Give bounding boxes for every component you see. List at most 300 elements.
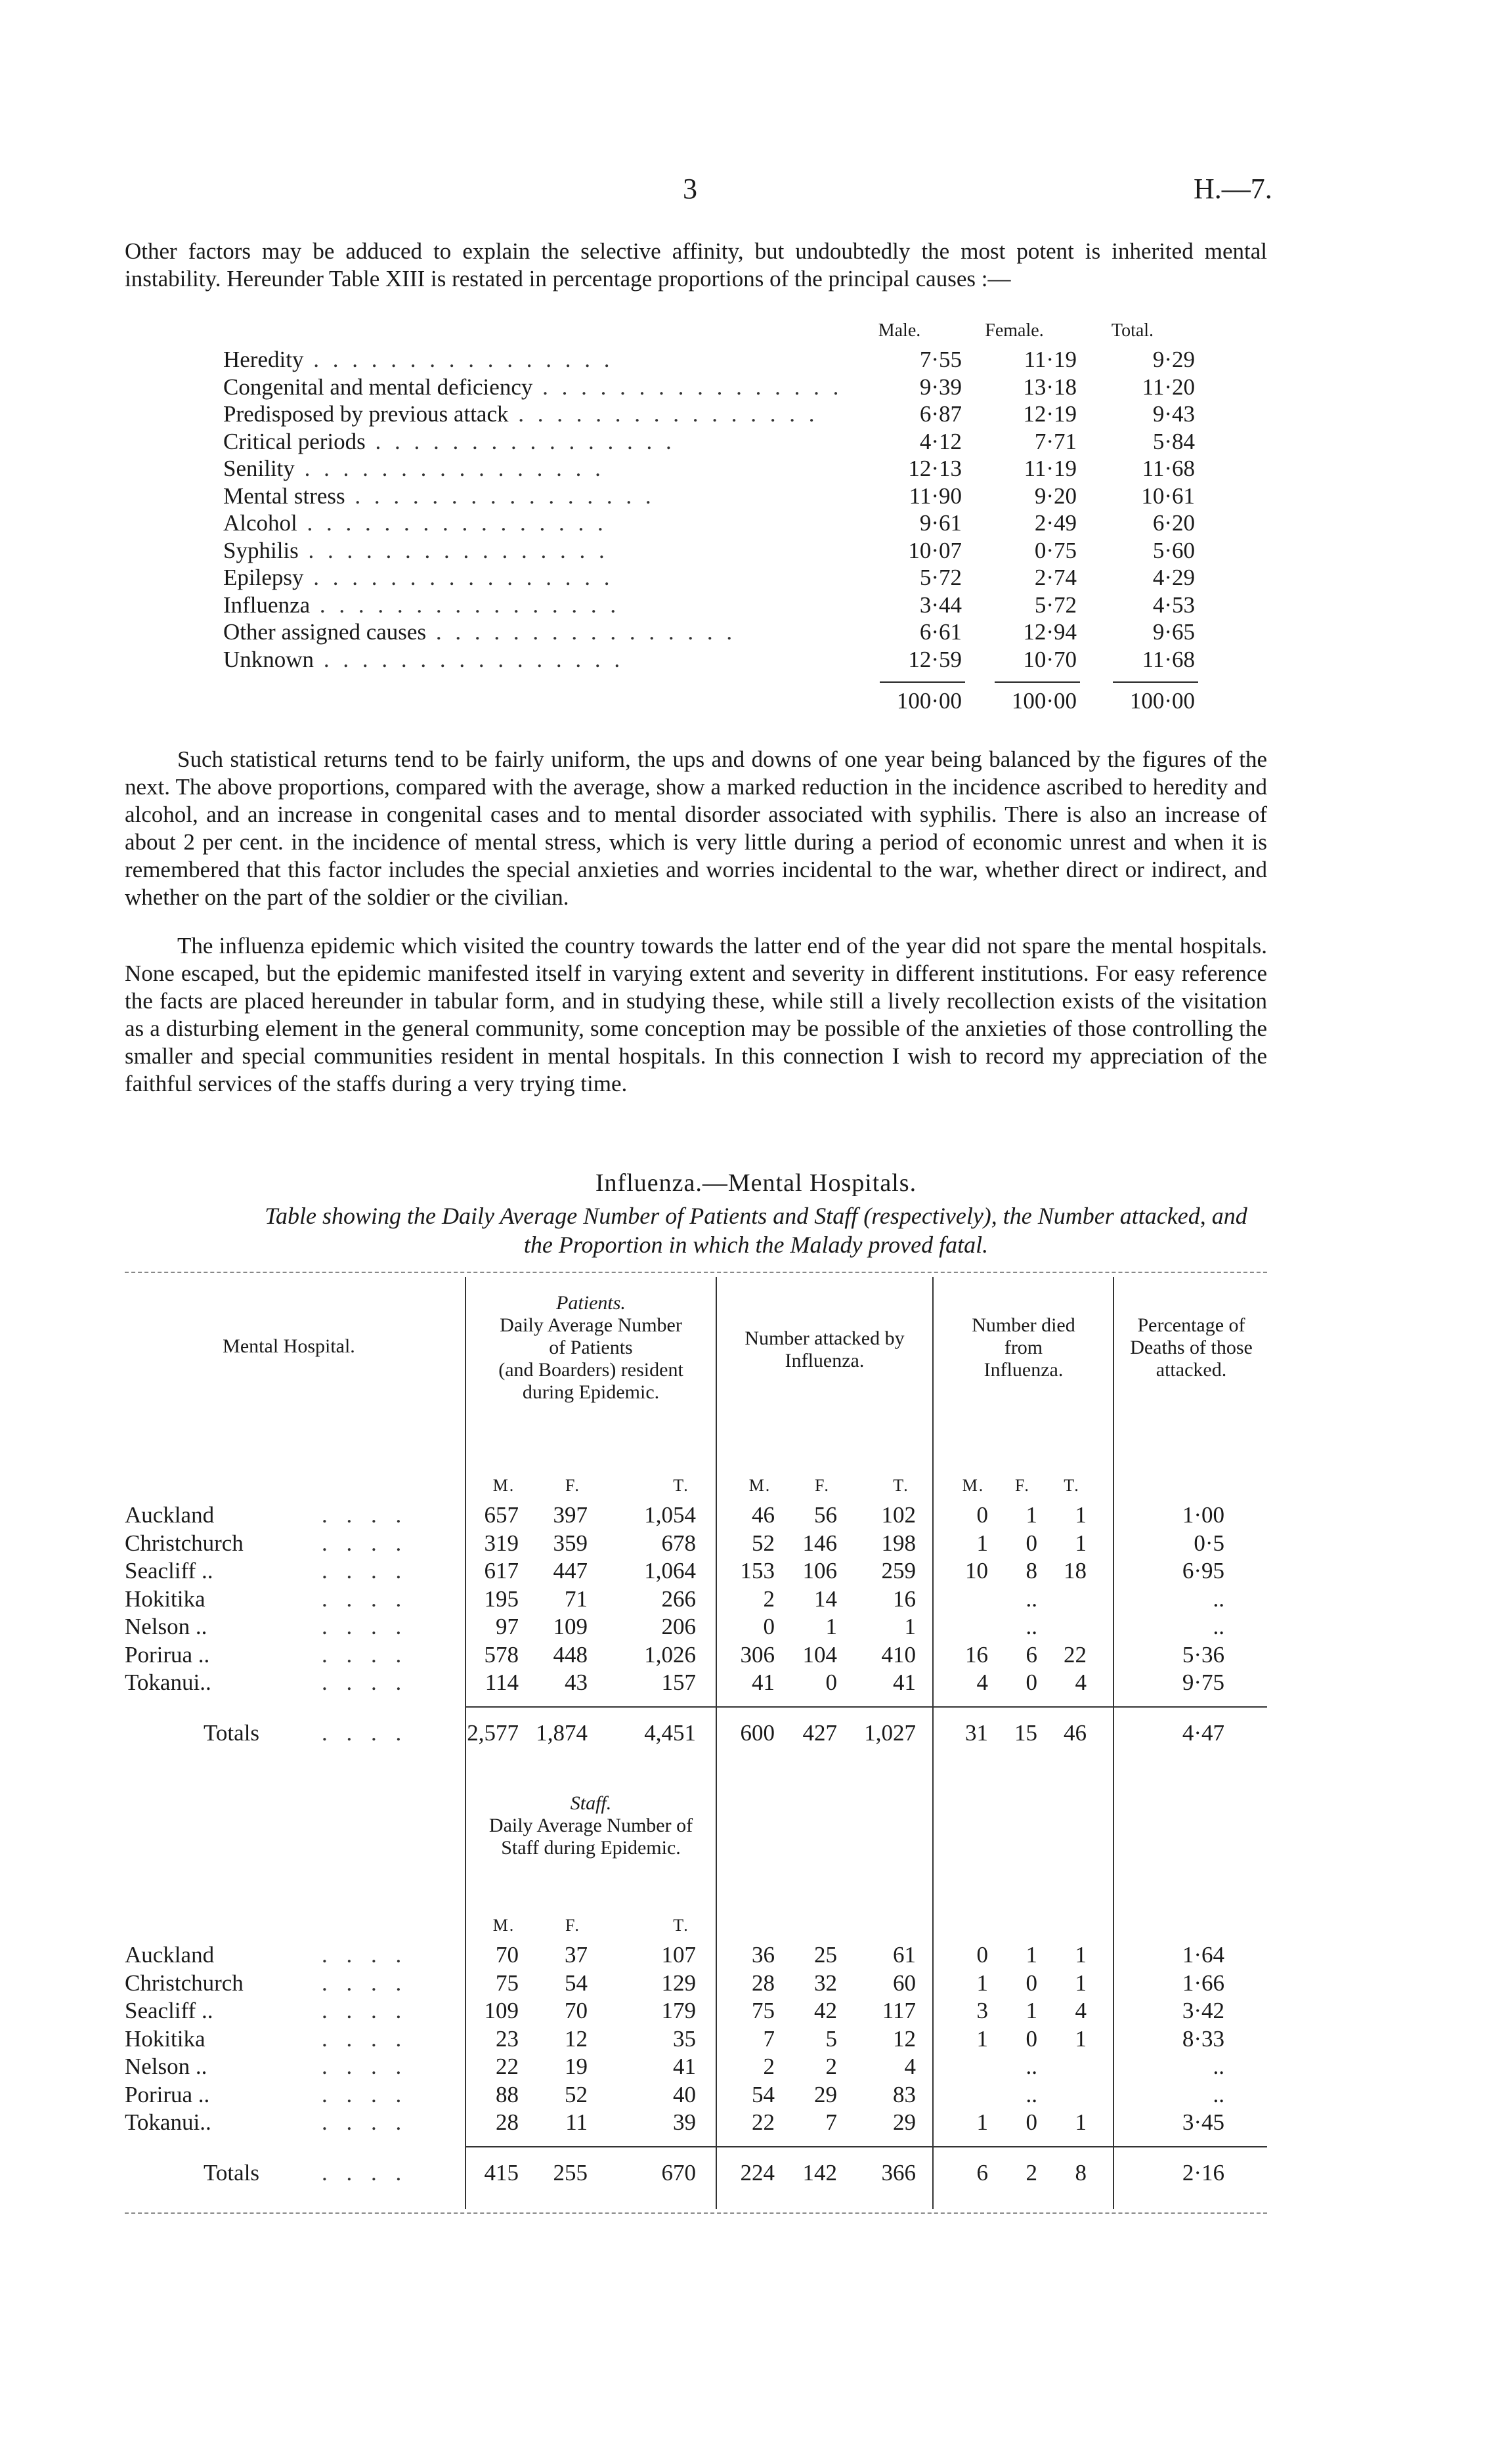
patients-desc-2: of Patients xyxy=(549,1337,633,1358)
cell-m: 2,577 xyxy=(467,1720,519,1746)
cell-df: 2 xyxy=(1026,2160,1037,2186)
cell-dm: 0 xyxy=(976,1502,988,1528)
cause-name: Alcohol xyxy=(223,510,297,536)
cell-df: 15 xyxy=(1014,1720,1037,1746)
cell-pct: .. xyxy=(1213,1585,1224,1612)
leader-dots: . . . . . . . . . . . . . . . . xyxy=(345,483,655,509)
cell-at: 410 xyxy=(881,1641,916,1668)
leader-dots: . . . . xyxy=(322,1670,408,1695)
cause-total: 9·65 xyxy=(1152,619,1195,645)
subheader-dm: M. xyxy=(962,1476,985,1495)
hospital-name: Porirua .. xyxy=(125,2081,210,2107)
cell-t: 40 xyxy=(673,2081,696,2107)
hospital-row xyxy=(125,1614,1267,1641)
cell-f: 54 xyxy=(565,1970,588,1996)
cause-total: 4·29 xyxy=(1152,565,1195,590)
cell-pct: 6·95 xyxy=(1182,1558,1224,1584)
staff-header xyxy=(467,1792,714,1859)
cause-name: Predisposed by previous attack xyxy=(223,401,509,427)
cell-af: 14 xyxy=(814,1585,837,1612)
statistics-paragraph: Such statistical returns tend to be fairly uniform, the ups and downs of one year being balanced by the figures of the next. The above proportions, compared with the average, show a marked reduction in the incidence ascribed to heredity and alcohol, and an increase in congenital cases and to mental disorder associated with syphilis. There is also an increase of about 2 per cent. in the incidence of mental stress, which is very little during a period of economic unrest and when it is remembered that this factor includes the special anxieties and worries incidental to the war, whether direct or indirect, and whether on the part of the soldier or the civilian. xyxy=(125,746,1267,910)
pct-2: Deaths of those xyxy=(1130,1337,1253,1358)
cause-label xyxy=(223,401,847,427)
cell-af: 29 xyxy=(814,2081,837,2107)
cause-label xyxy=(223,592,847,618)
cause-male: 12·59 xyxy=(908,646,962,672)
cell-dt: 46 xyxy=(1064,1720,1087,1746)
cause-row xyxy=(223,483,1195,511)
cell-dt: 4 xyxy=(1075,1998,1087,2023)
cell-t: 670 xyxy=(661,2160,696,2186)
cause-male: 6·61 xyxy=(919,619,962,645)
leader-dots: . . . . . . . . . . . . . . . . xyxy=(532,374,843,400)
subheader-am: M. xyxy=(748,1476,771,1495)
cell-m: 70 xyxy=(496,1942,519,1968)
totals-row xyxy=(125,1720,1267,1748)
hospital-row xyxy=(125,2082,1267,2109)
cause-total: 11·20 xyxy=(1142,374,1195,400)
cause-total: 9·29 xyxy=(1152,347,1195,372)
cell-dt: 18 xyxy=(1064,1558,1087,1584)
cell-f: 255 xyxy=(553,2160,588,2186)
cell-dt: 1 xyxy=(1075,1970,1087,1996)
cause-label xyxy=(223,483,847,509)
cell-at: 12 xyxy=(893,2025,916,2052)
cell-am: 46 xyxy=(752,1502,775,1528)
cell-t: 206 xyxy=(661,1614,696,1639)
cause-name: Mental stress xyxy=(223,483,345,509)
cause-label xyxy=(223,538,847,564)
leader-dots: . . . . . . . . . . . . . . . . xyxy=(303,565,614,590)
cause-male: 9·61 xyxy=(919,510,962,536)
cell-m: 319 xyxy=(484,1530,519,1556)
cell-dt: 8 xyxy=(1075,2160,1087,2186)
cell-am: 54 xyxy=(752,2081,775,2107)
subheader-f: F. xyxy=(565,1476,580,1495)
cell-t: 41 xyxy=(673,2054,696,2079)
cell-t: 129 xyxy=(661,1970,696,1996)
cell-f: 70 xyxy=(565,1998,588,2023)
cell-dt: 22 xyxy=(1064,1641,1087,1668)
hospital-row xyxy=(125,1998,1267,2025)
cell-dt: 1 xyxy=(1075,1502,1087,1528)
cell-dt: 1 xyxy=(1075,1530,1087,1556)
cell-dt: 4 xyxy=(1075,1670,1087,1695)
patients-desc-1: Daily Average Number xyxy=(500,1314,682,1336)
cell-m: 114 xyxy=(485,1670,519,1695)
cause-male: 6·87 xyxy=(919,401,962,427)
cause-total: 11·68 xyxy=(1142,456,1195,481)
cell-pct: 1·64 xyxy=(1182,1942,1224,1968)
hospital-name: Christchurch xyxy=(125,1970,244,1996)
causes-totals-row xyxy=(223,688,1195,716)
cell-pct: .. xyxy=(1213,2081,1224,2107)
cell-f: 52 xyxy=(565,2081,588,2107)
attacked-1: Number attacked by xyxy=(745,1327,905,1349)
cell-df: 1 xyxy=(1026,1942,1037,1968)
leader-dots: . . . . xyxy=(322,1641,408,1668)
subheader-af: F. xyxy=(815,1476,830,1495)
leader-dots: . . . . xyxy=(322,2081,408,2107)
cell-m: 28 xyxy=(496,2109,519,2135)
cell-t: 35 xyxy=(673,2025,696,2052)
subheader-m: M. xyxy=(492,1476,515,1495)
cell-am: 306 xyxy=(740,1641,775,1668)
cell-am: 600 xyxy=(740,1720,775,1746)
patients-desc-4: during Epidemic. xyxy=(522,1381,660,1403)
cell-m: 22 xyxy=(496,2054,519,2079)
leader-dots: . . . . xyxy=(322,1558,408,1584)
influenza-table-subtitle-1: Table showing the Daily Average Number of Patients and Staff (respectively), the Number attacked, and xyxy=(265,1203,1247,1229)
header-male: Male. xyxy=(878,320,921,341)
subheader-f: F. xyxy=(565,1916,580,1935)
cell-pct: .. xyxy=(1213,1614,1224,1639)
leader-dots: . . . . xyxy=(322,1942,408,1968)
cell-f: 19 xyxy=(565,2054,588,2079)
cell-t: 4,451 xyxy=(644,1720,696,1746)
cell-df: .. xyxy=(1026,2054,1037,2079)
cell-am: 153 xyxy=(740,1558,775,1584)
cause-total: 4·53 xyxy=(1152,592,1195,618)
cell-at: 4 xyxy=(904,2054,916,2079)
cell-t: 179 xyxy=(661,1998,696,2023)
cell-pct: 3·45 xyxy=(1182,2109,1224,2135)
cell-t: 266 xyxy=(661,1585,696,1612)
died-1: Number died xyxy=(972,1314,1075,1336)
cell-f: 11 xyxy=(565,2109,588,2135)
leader-dots: . . . . xyxy=(322,1614,408,1639)
cell-af: 106 xyxy=(802,1558,837,1584)
cause-male: 3·44 xyxy=(919,592,962,618)
cause-total: 6·20 xyxy=(1152,510,1195,536)
staff-head: Staff. xyxy=(570,1792,612,1814)
cause-row xyxy=(223,619,1195,647)
cause-label xyxy=(223,374,847,400)
hospital-name: Auckland xyxy=(125,1942,215,1968)
hospital-name: Tokanui.. xyxy=(125,2109,211,2135)
hospital-row xyxy=(125,1642,1267,1670)
cell-dm: 1 xyxy=(976,2109,988,2135)
hospital-row xyxy=(125,2054,1267,2081)
cell-f: 1,874 xyxy=(536,1720,588,1746)
cause-total: 5·60 xyxy=(1152,537,1195,563)
cell-at: 198 xyxy=(881,1530,916,1556)
cell-am: 52 xyxy=(752,1530,775,1556)
totals-label: Totals xyxy=(204,1720,260,1746)
staff-desc-1: Daily Average Number of xyxy=(488,1815,693,1836)
cell-m: 617 xyxy=(484,1558,519,1584)
cell-dm: 0 xyxy=(976,1942,988,1968)
total-male: 100·00 xyxy=(896,688,962,714)
cause-name: Heredity xyxy=(223,347,304,372)
cause-female: 5·72 xyxy=(1034,592,1077,618)
subheader-m: M. xyxy=(492,1916,515,1935)
cell-af: 32 xyxy=(814,1970,837,1996)
cell-am: 75 xyxy=(752,1998,775,2023)
totals-row xyxy=(125,2160,1267,2188)
cell-af: 5 xyxy=(825,2025,837,2052)
hospital-row xyxy=(125,1586,1267,1614)
cell-at: 83 xyxy=(893,2081,916,2107)
cell-f: 359 xyxy=(553,1530,588,1556)
leader-dots: . . . . . . . . . . . . . . . . xyxy=(508,401,819,427)
cell-pct: 5·36 xyxy=(1182,1641,1224,1668)
cell-am: 22 xyxy=(752,2109,775,2135)
cell-t: 678 xyxy=(661,1530,696,1556)
cell-df: 6 xyxy=(1026,1641,1037,1668)
cause-female: 11·19 xyxy=(1024,456,1077,481)
cell-m: 75 xyxy=(496,1970,519,1996)
header-female: Female. xyxy=(985,320,1044,341)
cell-am: 41 xyxy=(752,1670,775,1695)
cell-at: 16 xyxy=(893,1585,916,1612)
cell-df: 0 xyxy=(1026,2025,1037,2052)
total-female: 100·00 xyxy=(1011,688,1077,714)
cause-total: 11·68 xyxy=(1142,646,1195,672)
cell-dm: 1 xyxy=(976,2025,988,2052)
cell-af: 2 xyxy=(825,2054,837,2079)
cause-row xyxy=(223,347,1195,374)
cause-name: Critical periods xyxy=(223,428,366,454)
cause-row xyxy=(223,647,1195,674)
pct-1: Percentage of xyxy=(1137,1314,1245,1336)
cell-t: 39 xyxy=(673,2109,696,2135)
table-top-rule xyxy=(125,1272,1267,1276)
influenza-paragraph: The influenza epidemic which visited the country towards the latter end of the year did not spare the mental hospitals. None escaped, but the epidemic manifested itself in varying extent and severity in different institutions. For easy reference the facts are placed hereunder in tabular form, and in studying these, while still a lively recollection exists of the visitation as a disturbing element in the general community, some conception may be possible of the anxieties of those controlling the smaller and special communities resident in mental hospitals. In this connection I wish to record my appreciation of the faithful services of the staffs during a very trying time. xyxy=(125,933,1267,1096)
hospital-name: Seacliff .. xyxy=(125,1558,213,1584)
cell-t: 1,054 xyxy=(644,1502,696,1528)
cell-df: 0 xyxy=(1026,1530,1037,1556)
cause-row xyxy=(223,510,1195,538)
cell-am: 2 xyxy=(763,2054,775,2079)
cause-row xyxy=(223,401,1195,429)
cell-dm: 16 xyxy=(965,1641,988,1668)
col-header-hospital: Mental Hospital. xyxy=(223,1335,355,1357)
cell-dm: 1 xyxy=(976,1530,988,1556)
patients-desc-3: (and Boarders) resident xyxy=(498,1359,683,1381)
cell-m: 415 xyxy=(484,2160,519,2186)
cell-df: .. xyxy=(1026,1614,1037,1639)
cause-name: Congenital and mental deficiency xyxy=(223,374,533,400)
cell-pct: 1·00 xyxy=(1182,1502,1224,1528)
hospital-name: Hokitika xyxy=(125,2025,205,2052)
leader-dots: . . . . xyxy=(322,2054,408,2079)
cause-label xyxy=(223,565,847,591)
cell-at: 1 xyxy=(904,1614,916,1639)
cause-name: Epilepsy xyxy=(223,565,304,590)
cell-dm: 6 xyxy=(976,2160,988,2186)
cause-label xyxy=(223,347,847,373)
page-number: 3 xyxy=(683,173,697,205)
cell-df: 0 xyxy=(1026,1970,1037,1996)
hospital-row xyxy=(125,1942,1267,1970)
cause-row xyxy=(223,456,1195,483)
subheader-df: F. xyxy=(1015,1476,1030,1495)
cell-df: 1 xyxy=(1026,1998,1037,2023)
died-3: Influenza. xyxy=(983,1359,1064,1381)
cause-male: 4·12 xyxy=(919,428,962,454)
cause-row xyxy=(223,565,1195,592)
cell-af: 7 xyxy=(825,2109,837,2135)
col-header-died xyxy=(935,1314,1112,1381)
leader-dots: . . . . . . . . . . . . . . . . xyxy=(365,428,676,454)
cause-male: 9·39 xyxy=(919,374,962,400)
cell-am: 0 xyxy=(763,1614,775,1639)
intro-paragraph: Other factors may be adduced to explain the selective affinity, but undoubtedly the most potent is inherited mental instability. Hereunder Table XIII is restated in percentage proportions of the principal causes :— xyxy=(125,238,1267,291)
leader-dots: . . . . xyxy=(322,2160,408,2186)
totals-label: Totals xyxy=(204,2160,260,2186)
cause-female: 12·94 xyxy=(1023,619,1077,645)
cell-pct: 2·16 xyxy=(1182,2160,1224,2186)
cause-male: 10·07 xyxy=(908,537,962,563)
cause-female: 10·70 xyxy=(1023,646,1077,672)
cell-at: 29 xyxy=(893,2109,916,2135)
cause-name: Influenza xyxy=(223,592,311,618)
hospital-name: Nelson .. xyxy=(125,2054,207,2079)
cell-pct: 8·33 xyxy=(1182,2025,1224,2052)
cause-row xyxy=(223,592,1195,620)
cell-dt: 1 xyxy=(1075,2025,1087,2052)
hospital-row xyxy=(125,1558,1267,1585)
cell-at: 366 xyxy=(881,2160,916,2186)
leader-dots: . . . . xyxy=(322,1502,408,1528)
cell-f: 447 xyxy=(553,1558,588,1584)
hospital-row xyxy=(125,2109,1267,2137)
cell-f: 12 xyxy=(565,2025,588,2052)
cause-female: 0·75 xyxy=(1034,537,1077,563)
cell-at: 117 xyxy=(882,1998,916,2023)
cell-am: 2 xyxy=(763,1585,775,1612)
subheader-t: T. xyxy=(673,1916,689,1935)
cell-af: 427 xyxy=(802,1720,837,1746)
cell-f: 109 xyxy=(553,1614,588,1639)
cell-dt: 1 xyxy=(1075,2109,1087,2135)
leader-dots: . . . . . . . . . . . . . . . . xyxy=(298,537,609,563)
cause-female: 7·71 xyxy=(1034,428,1077,454)
col-header-percentage xyxy=(1115,1314,1267,1381)
cause-female: 11·19 xyxy=(1024,347,1077,372)
hospital-name: Tokanui.. xyxy=(125,1670,211,1695)
cause-female: 2·74 xyxy=(1034,565,1077,590)
cell-af: 146 xyxy=(802,1530,837,1556)
cell-dm: 1 xyxy=(976,1970,988,1996)
cause-total: 10·61 xyxy=(1141,483,1195,509)
cell-pct: .. xyxy=(1213,2054,1224,2079)
cell-dm: 31 xyxy=(965,1720,988,1746)
cause-name: Syphilis xyxy=(223,537,299,563)
cell-pct: 4·47 xyxy=(1182,1720,1224,1746)
cause-label xyxy=(223,510,847,536)
leader-dots: . . . . xyxy=(322,1720,408,1746)
leader-dots: . . . . xyxy=(322,1585,408,1612)
cell-at: 41 xyxy=(893,1670,916,1695)
cell-m: 88 xyxy=(496,2081,519,2107)
hospital-row xyxy=(125,1670,1267,1697)
cause-label xyxy=(223,619,847,645)
cell-df: 0 xyxy=(1026,1670,1037,1695)
cell-dt: 1 xyxy=(1075,1942,1087,1968)
cause-male: 5·72 xyxy=(919,565,962,590)
influenza-table-title: Influenza.—Mental Hospitals. xyxy=(595,1169,917,1197)
patients-totals-rule xyxy=(465,1706,1267,1708)
leader-dots: . . . . xyxy=(322,2025,408,2052)
cause-female: 9·20 xyxy=(1034,483,1077,509)
cell-t: 1,064 xyxy=(644,1558,696,1584)
header-total: Total. xyxy=(1111,320,1154,341)
cell-at: 60 xyxy=(893,1970,916,1996)
cause-total: 9·43 xyxy=(1152,401,1195,427)
cell-at: 1,027 xyxy=(864,1720,916,1746)
cell-am: 28 xyxy=(752,1970,775,1996)
leader-dots: . . . . . . . . . . . . . . . . xyxy=(314,646,624,672)
hospital-name: Auckland xyxy=(125,1502,215,1528)
cell-pct: 1·66 xyxy=(1182,1970,1224,1996)
cell-at: 259 xyxy=(881,1558,916,1584)
staff-totals-rule xyxy=(465,2146,1267,2147)
hospital-row xyxy=(125,1502,1267,1530)
cell-m: 109 xyxy=(484,1998,519,2023)
hospital-row xyxy=(125,1970,1267,1998)
cause-label xyxy=(223,647,847,673)
cell-df: .. xyxy=(1026,1585,1037,1612)
influenza-table-subtitle-2: the Proportion in which the Malady proved fatal. xyxy=(523,1232,989,1258)
staff-desc-2: Staff during Epidemic. xyxy=(501,1837,681,1859)
table-bottom-rule xyxy=(125,2212,1267,2214)
cell-pct: 0·5 xyxy=(1194,1530,1224,1556)
cell-at: 102 xyxy=(881,1502,916,1528)
cell-m: 195 xyxy=(484,1585,519,1612)
total-total: 100·00 xyxy=(1129,688,1195,714)
cell-f: 397 xyxy=(553,1502,588,1528)
leader-dots: . . . . . . . . . . . . . . . . xyxy=(310,592,620,618)
cause-row xyxy=(223,538,1195,565)
cause-male: 11·90 xyxy=(909,483,962,509)
cell-am: 36 xyxy=(752,1942,775,1968)
cause-name: Senility xyxy=(223,456,295,481)
hospital-name: Seacliff .. xyxy=(125,1998,213,2023)
cell-af: 25 xyxy=(814,1942,837,1968)
cause-total: 5·84 xyxy=(1152,428,1195,454)
document-reference: H.—7. xyxy=(1194,173,1272,205)
leader-dots: . . . . . . . . . . . . . . . . xyxy=(297,510,607,536)
hospital-name: Christchurch xyxy=(125,1530,244,1556)
subheader-at: T. xyxy=(893,1476,909,1495)
cause-name: Unknown xyxy=(223,646,314,672)
cause-name: Other assigned causes xyxy=(223,619,427,645)
cell-af: 1 xyxy=(825,1614,837,1639)
hospital-name: Nelson .. xyxy=(125,1614,207,1639)
cause-female: 12·19 xyxy=(1023,401,1077,427)
hospital-name: Hokitika xyxy=(125,1585,205,1612)
leader-dots: . . . . xyxy=(322,1998,408,2023)
cell-f: 37 xyxy=(565,1942,588,1968)
cause-male: 7·55 xyxy=(919,347,962,372)
cell-af: 142 xyxy=(802,2160,837,2186)
hospital-row xyxy=(125,2026,1267,2054)
cause-label xyxy=(223,456,847,482)
cell-m: 657 xyxy=(484,1502,519,1528)
cell-at: 61 xyxy=(893,1942,916,1968)
cell-am: 7 xyxy=(763,2025,775,2052)
cell-t: 107 xyxy=(661,1942,696,1968)
causes-table-header xyxy=(223,320,1195,347)
cause-female: 2·49 xyxy=(1034,510,1077,536)
cell-dm: 4 xyxy=(976,1670,988,1695)
col-header-patients xyxy=(467,1292,714,1404)
cell-dm: 10 xyxy=(965,1558,988,1584)
cause-label xyxy=(223,429,847,455)
cause-male: 12·13 xyxy=(908,456,962,481)
